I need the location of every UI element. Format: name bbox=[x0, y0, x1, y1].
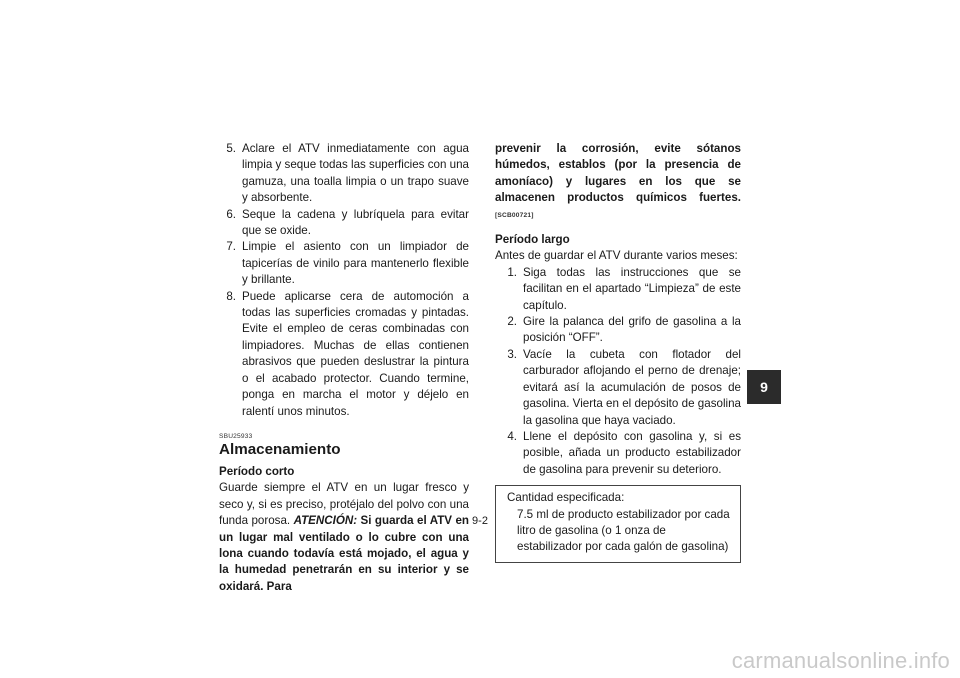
left-column bbox=[219, 141, 469, 595]
step-number: 4. bbox=[507, 429, 517, 443]
caution-text-left: Si guarda el ATV en un lugar mal ventilado o lo cubre con una lona cuando todavía está mojado, el agua y la humedad penetrarán en su interior y se oxidará. Para bbox=[219, 514, 469, 593]
step-number: 6. bbox=[226, 207, 236, 221]
step-number: 7. bbox=[226, 240, 236, 254]
step-text: Llene el depósito con gasolina y, si es posible, añada un producto estabilizador de gasolina para prevenir su deterioro. bbox=[523, 429, 741, 476]
caution-label: ATENCIÓN: bbox=[293, 514, 358, 528]
page-number: 9-2 bbox=[472, 515, 488, 527]
step-number: 2. bbox=[507, 315, 517, 329]
step-text: Gire la palanca del grifo de gasolina a la posición “OFF”. bbox=[523, 315, 741, 345]
cleaning-step bbox=[219, 141, 469, 207]
storage-step bbox=[495, 347, 741, 429]
short-term-text: Guarde siempre el ATV en un lugar fresco y seco y, si es preciso, protéjalo del polvo con una funda porosa. bbox=[219, 481, 469, 528]
step-number: 5. bbox=[226, 142, 236, 155]
step-text: Siga todas las instrucciones que se facilitan en el apartado “Limpieza” de este capítulo. bbox=[523, 265, 741, 312]
section-code: SBU25933 bbox=[219, 432, 253, 440]
step-number: 3. bbox=[507, 347, 517, 361]
right-column bbox=[495, 141, 741, 563]
watermark: carmanualsonline.info bbox=[731, 648, 950, 673]
section-title: Almacenamiento bbox=[219, 440, 341, 458]
caution-paragraph-right bbox=[495, 141, 741, 224]
storage-step bbox=[495, 429, 741, 478]
long-term-intro: Antes de guardar el ATV durante varios meses: bbox=[495, 249, 738, 263]
spec-label: Cantidad especificada: bbox=[507, 491, 625, 505]
spec-value: 7.5 ml de producto estabilizador por cada litro de gasolina (o 1 onza de estabilizador por cada galón de gasolina) bbox=[517, 507, 730, 554]
short-term-paragraph bbox=[219, 480, 469, 595]
caution-code: [SCB00721] bbox=[495, 211, 534, 219]
long-term-title: Período largo bbox=[495, 233, 570, 247]
step-number: 1. bbox=[507, 265, 517, 279]
step-text: Vacíe la cubeta con flotador del carburador aflojando el perno de drenaje; evitará así la acumulación de posos de gasolina. Vierta en el depósito de gasolina la gasolina que haya vaciado. bbox=[523, 347, 741, 427]
storage-step bbox=[495, 314, 741, 347]
caution-text-right: prevenir la corrosión, evite sótanos húmedos, establos (por la presencia de amoníaco) y lugares en los que se almacenen productos químicos fuertes. bbox=[495, 142, 741, 205]
step-text: Aclare el ATV inmediatamente con agua limpia y seque todas las superficies con una gamuza, una toalla limpia o un trapo suave y absorbente. bbox=[242, 142, 469, 205]
cleaning-step bbox=[219, 289, 469, 420]
cleaning-step bbox=[219, 207, 469, 240]
cleaning-step bbox=[219, 239, 469, 288]
step-number: 8. bbox=[226, 289, 236, 303]
step-text: Seque la cadena y lubríquela para evitar que se oxide. bbox=[242, 207, 469, 238]
short-term-title: Período corto bbox=[219, 464, 295, 478]
step-text: Limpie el asiento con un limpiador de tapicerías de vinilo para mantenerlo flexible y brillante. bbox=[242, 240, 469, 287]
storage-step bbox=[495, 265, 741, 314]
specification-box bbox=[495, 485, 741, 563]
chapter-tab: 9 bbox=[747, 370, 781, 404]
step-text: Puede aplicarse cera de automoción a todas las superficies cromadas y pintadas. Evite el empleo de ceras combinadas con limpiadores. Muchas de ellas contienen abrasivos que pueden deslustrar la pintura o el acabado protector. Cuando termine, ponga en marcha el motor y déjelo en ralentí unos minutos. bbox=[242, 289, 469, 418]
